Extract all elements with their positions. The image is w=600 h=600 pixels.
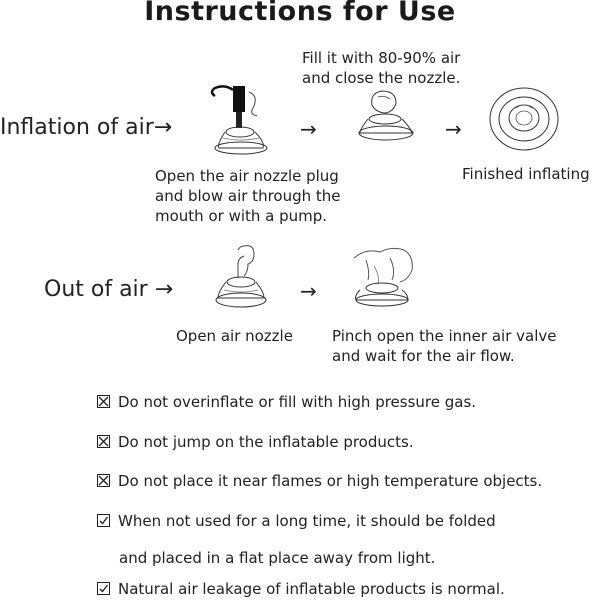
open-air-nozzle-caption: Open air nozzle xyxy=(176,327,293,345)
note-item xyxy=(97,580,505,598)
inflation-label: Inflation of air xyxy=(0,115,154,140)
deflation-label: Out of air xyxy=(44,277,148,302)
check-box-icon xyxy=(97,514,110,527)
deflation-row-label xyxy=(44,277,173,302)
note-text: and placed in a flat place away from light. xyxy=(119,549,436,567)
pinch-valve-caption: Pinch open the inner air valve and wait for the air flow. xyxy=(332,327,557,365)
fill-air-caption: Fill it with 80-90% air and close the nozzle. xyxy=(302,49,461,87)
note-item xyxy=(97,512,496,530)
arrow-icon: → xyxy=(300,279,317,303)
note-text: Natural air leakage of inflatable products is normal. xyxy=(118,580,505,598)
note-item xyxy=(97,393,476,411)
arrow-icon: → xyxy=(445,117,462,141)
note-text: Do not place it near flames or high temperature objects. xyxy=(118,472,543,490)
open-nozzle-pump-illustration xyxy=(205,82,275,160)
closed-nozzle-illustration xyxy=(350,85,420,149)
finished-valve-top-illustration xyxy=(486,84,562,154)
arrow-icon: → xyxy=(153,115,173,140)
note-item-continuation xyxy=(119,549,435,567)
pinch-valve-hand-illustration xyxy=(346,240,418,310)
note-item xyxy=(97,472,542,490)
note-text: Do not jump on the inflatable products. xyxy=(118,433,414,451)
cross-box-icon xyxy=(97,395,110,408)
arrow-icon: → xyxy=(300,117,317,141)
check-box-icon xyxy=(97,582,110,595)
note-text: When not used for a long time, it should be folded xyxy=(118,512,496,530)
note-text: Do not overinflate or fill with high pressure gas. xyxy=(118,393,477,411)
page-title: Instructions for Use xyxy=(144,0,456,27)
note-item xyxy=(97,433,414,451)
cross-box-icon xyxy=(97,474,110,487)
finished-inflating-caption: Finished inflating xyxy=(462,165,590,183)
inflation-row-label xyxy=(0,115,172,140)
cross-box-icon xyxy=(97,435,110,448)
open-nozzle-caption: Open the air nozzle plug and blow air through the mouth or with a pump. xyxy=(155,167,341,225)
open-air-nozzle-illustration xyxy=(208,242,274,318)
arrow-icon: → xyxy=(154,277,174,302)
